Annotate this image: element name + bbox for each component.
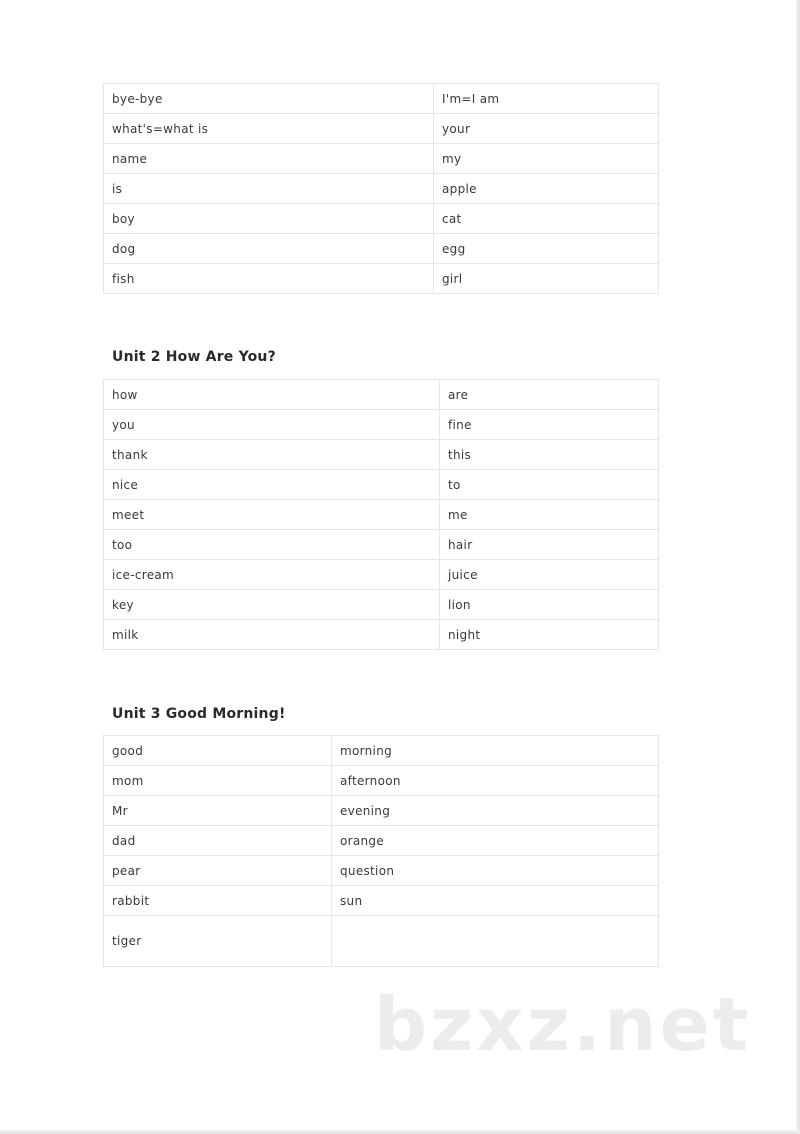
word-cell: bye-bye — [104, 84, 434, 114]
table-row — [104, 380, 659, 410]
word-cell: my — [434, 144, 659, 174]
word-cell: orange — [332, 826, 659, 856]
word-cell: lion — [440, 590, 659, 620]
table-row — [104, 440, 659, 470]
word-cell: me — [440, 500, 659, 530]
table-row — [104, 916, 659, 967]
word-cell: how — [104, 380, 440, 410]
vocab-table-unit3 — [103, 735, 659, 967]
word-cell: egg — [434, 234, 659, 264]
word-cell: nice — [104, 470, 440, 500]
word-cell: apple — [434, 174, 659, 204]
word-cell: milk — [104, 620, 440, 650]
word-cell: rabbit — [104, 886, 332, 916]
word-cell: I'm=I am — [434, 84, 659, 114]
word-cell: thank — [104, 440, 440, 470]
word-cell: cat — [434, 204, 659, 234]
word-cell: this — [440, 440, 659, 470]
table-row — [104, 234, 659, 264]
word-cell: meet — [104, 500, 440, 530]
table-row — [104, 114, 659, 144]
table-row — [104, 144, 659, 174]
table-row — [104, 826, 659, 856]
section-heading-unit2: Unit 2 How Are You? — [112, 349, 276, 365]
word-cell: mom — [104, 766, 332, 796]
word-cell: tiger — [104, 916, 332, 967]
word-cell: hair — [440, 530, 659, 560]
word-cell: key — [104, 590, 440, 620]
word-cell: sun — [332, 886, 659, 916]
table-row — [104, 264, 659, 294]
vocab-table-unit2 — [103, 379, 659, 650]
word-cell: boy — [104, 204, 434, 234]
table-row — [104, 736, 659, 766]
word-cell: ice-cream — [104, 560, 440, 590]
page-edge-shadow — [0, 1130, 800, 1134]
watermark: bzxz.net — [374, 982, 752, 1068]
table-row — [104, 410, 659, 440]
table-row — [104, 560, 659, 590]
table-row — [104, 590, 659, 620]
word-cell: is — [104, 174, 434, 204]
section-heading-unit3: Unit 3 Good Morning! — [112, 706, 286, 722]
table-row — [104, 174, 659, 204]
vocab-table-unit1 — [103, 83, 659, 294]
word-cell: are — [440, 380, 659, 410]
table-row — [104, 530, 659, 560]
word-cell: to — [440, 470, 659, 500]
table-row — [104, 856, 659, 886]
table-row — [104, 620, 659, 650]
word-cell: question — [332, 856, 659, 886]
word-cell: too — [104, 530, 440, 560]
word-cell: fine — [440, 410, 659, 440]
table-row — [104, 886, 659, 916]
word-cell: pear — [104, 856, 332, 886]
word-cell: fish — [104, 264, 434, 294]
word-cell: you — [104, 410, 440, 440]
word-cell: good — [104, 736, 332, 766]
word-cell: juice — [440, 560, 659, 590]
word-cell: dad — [104, 826, 332, 856]
word-cell: morning — [332, 736, 659, 766]
page-edge-shadow — [796, 0, 800, 1134]
table-row — [104, 500, 659, 530]
word-cell: afternoon — [332, 766, 659, 796]
table-row — [104, 84, 659, 114]
word-cell: Mr — [104, 796, 332, 826]
table-row — [104, 796, 659, 826]
word-cell: evening — [332, 796, 659, 826]
word-cell: your — [434, 114, 659, 144]
table-row — [104, 204, 659, 234]
word-cell: night — [440, 620, 659, 650]
word-cell: girl — [434, 264, 659, 294]
word-cell: name — [104, 144, 434, 174]
table-row — [104, 766, 659, 796]
table-row — [104, 470, 659, 500]
word-cell: what's=what is — [104, 114, 434, 144]
empty-cell — [332, 916, 659, 967]
word-cell: dog — [104, 234, 434, 264]
